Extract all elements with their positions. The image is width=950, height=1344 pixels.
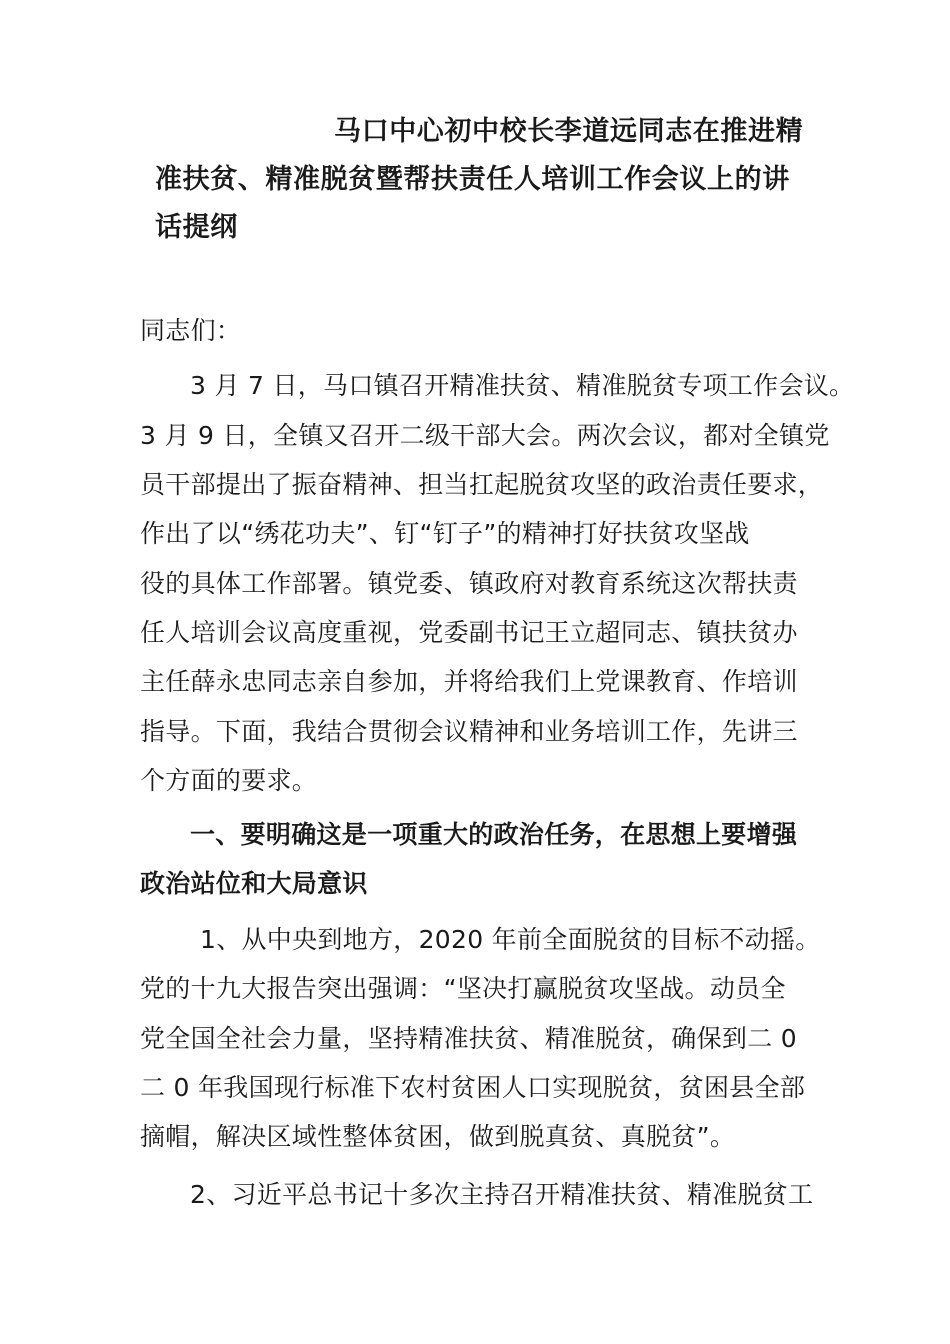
item-line: 摘帽，解决区域性整体贫困，做到脱真贫、真脱贫”。 [140,1122,736,1151]
salutation: 同志们： [140,316,242,345]
document-title-line-3: 话提纲 [155,212,238,243]
section-heading-line-1: 一、要明确这是一项重大的政治任务，在思想上要增强 [190,820,798,849]
item-line: 1、从中央到地方，2020 年前全面脱贫的目标不动摇。 [200,925,821,954]
item-line: 党的十九大报告突出强调：“坚决打赢脱贫攻坚战。动员全 [140,974,786,1003]
paragraph-line: 员干部提出了振奋精神、担当扛起脱贫攻坚的政治责任要求， [140,470,824,499]
paragraph-line: 3 月 7 日，马口镇召开精准扶贫、精准脱贫专项工作会议。 [190,371,855,400]
paragraph-line: 个方面的要求。 [140,766,318,795]
paragraph-line: 任人培训会议高度重视，党委副书记王立超同志、镇扶贫办 [140,618,798,647]
paragraph-line: 役的具体工作部署。镇党委、镇政府对教育系统这次帮扶责 [140,569,798,598]
item-line: 2、习近平总书记十多次主持召开精准扶贫、精准脱贫工 [190,1180,814,1209]
item-line: 二 0 年我国现行标准下农村贫困人口实现脱贫，贫困县全部 [140,1073,806,1102]
item-line: 党全国全社会力量，坚持精准扶贫、精准脱贫，确保到二 0 [140,1024,797,1053]
paragraph-line: 3 月 9 日，全镇又召开二级干部大会。两次会议，都对全镇党 [140,421,830,450]
section-heading-line-2: 政治站位和大局意识 [140,869,368,898]
paragraph-line: 主任薛永忠同志亲自参加，并将给我们上党课教育、作培训 [140,667,798,696]
paragraph-line: 作出了以“绣花功夫”、钉“钉子”的精神打好扶贫攻坚战 [140,519,750,548]
paragraph-line: 指导。下面，我结合贯彻会议精神和业务培训工作，先讲三 [140,717,798,746]
document-title-line-2: 准扶贫、精准脱贫暨帮扶责任人培训工作会议上的讲 [155,164,790,195]
document-title-line-1: 马口中心初中校长李道远同志在推进精 [334,116,804,147]
